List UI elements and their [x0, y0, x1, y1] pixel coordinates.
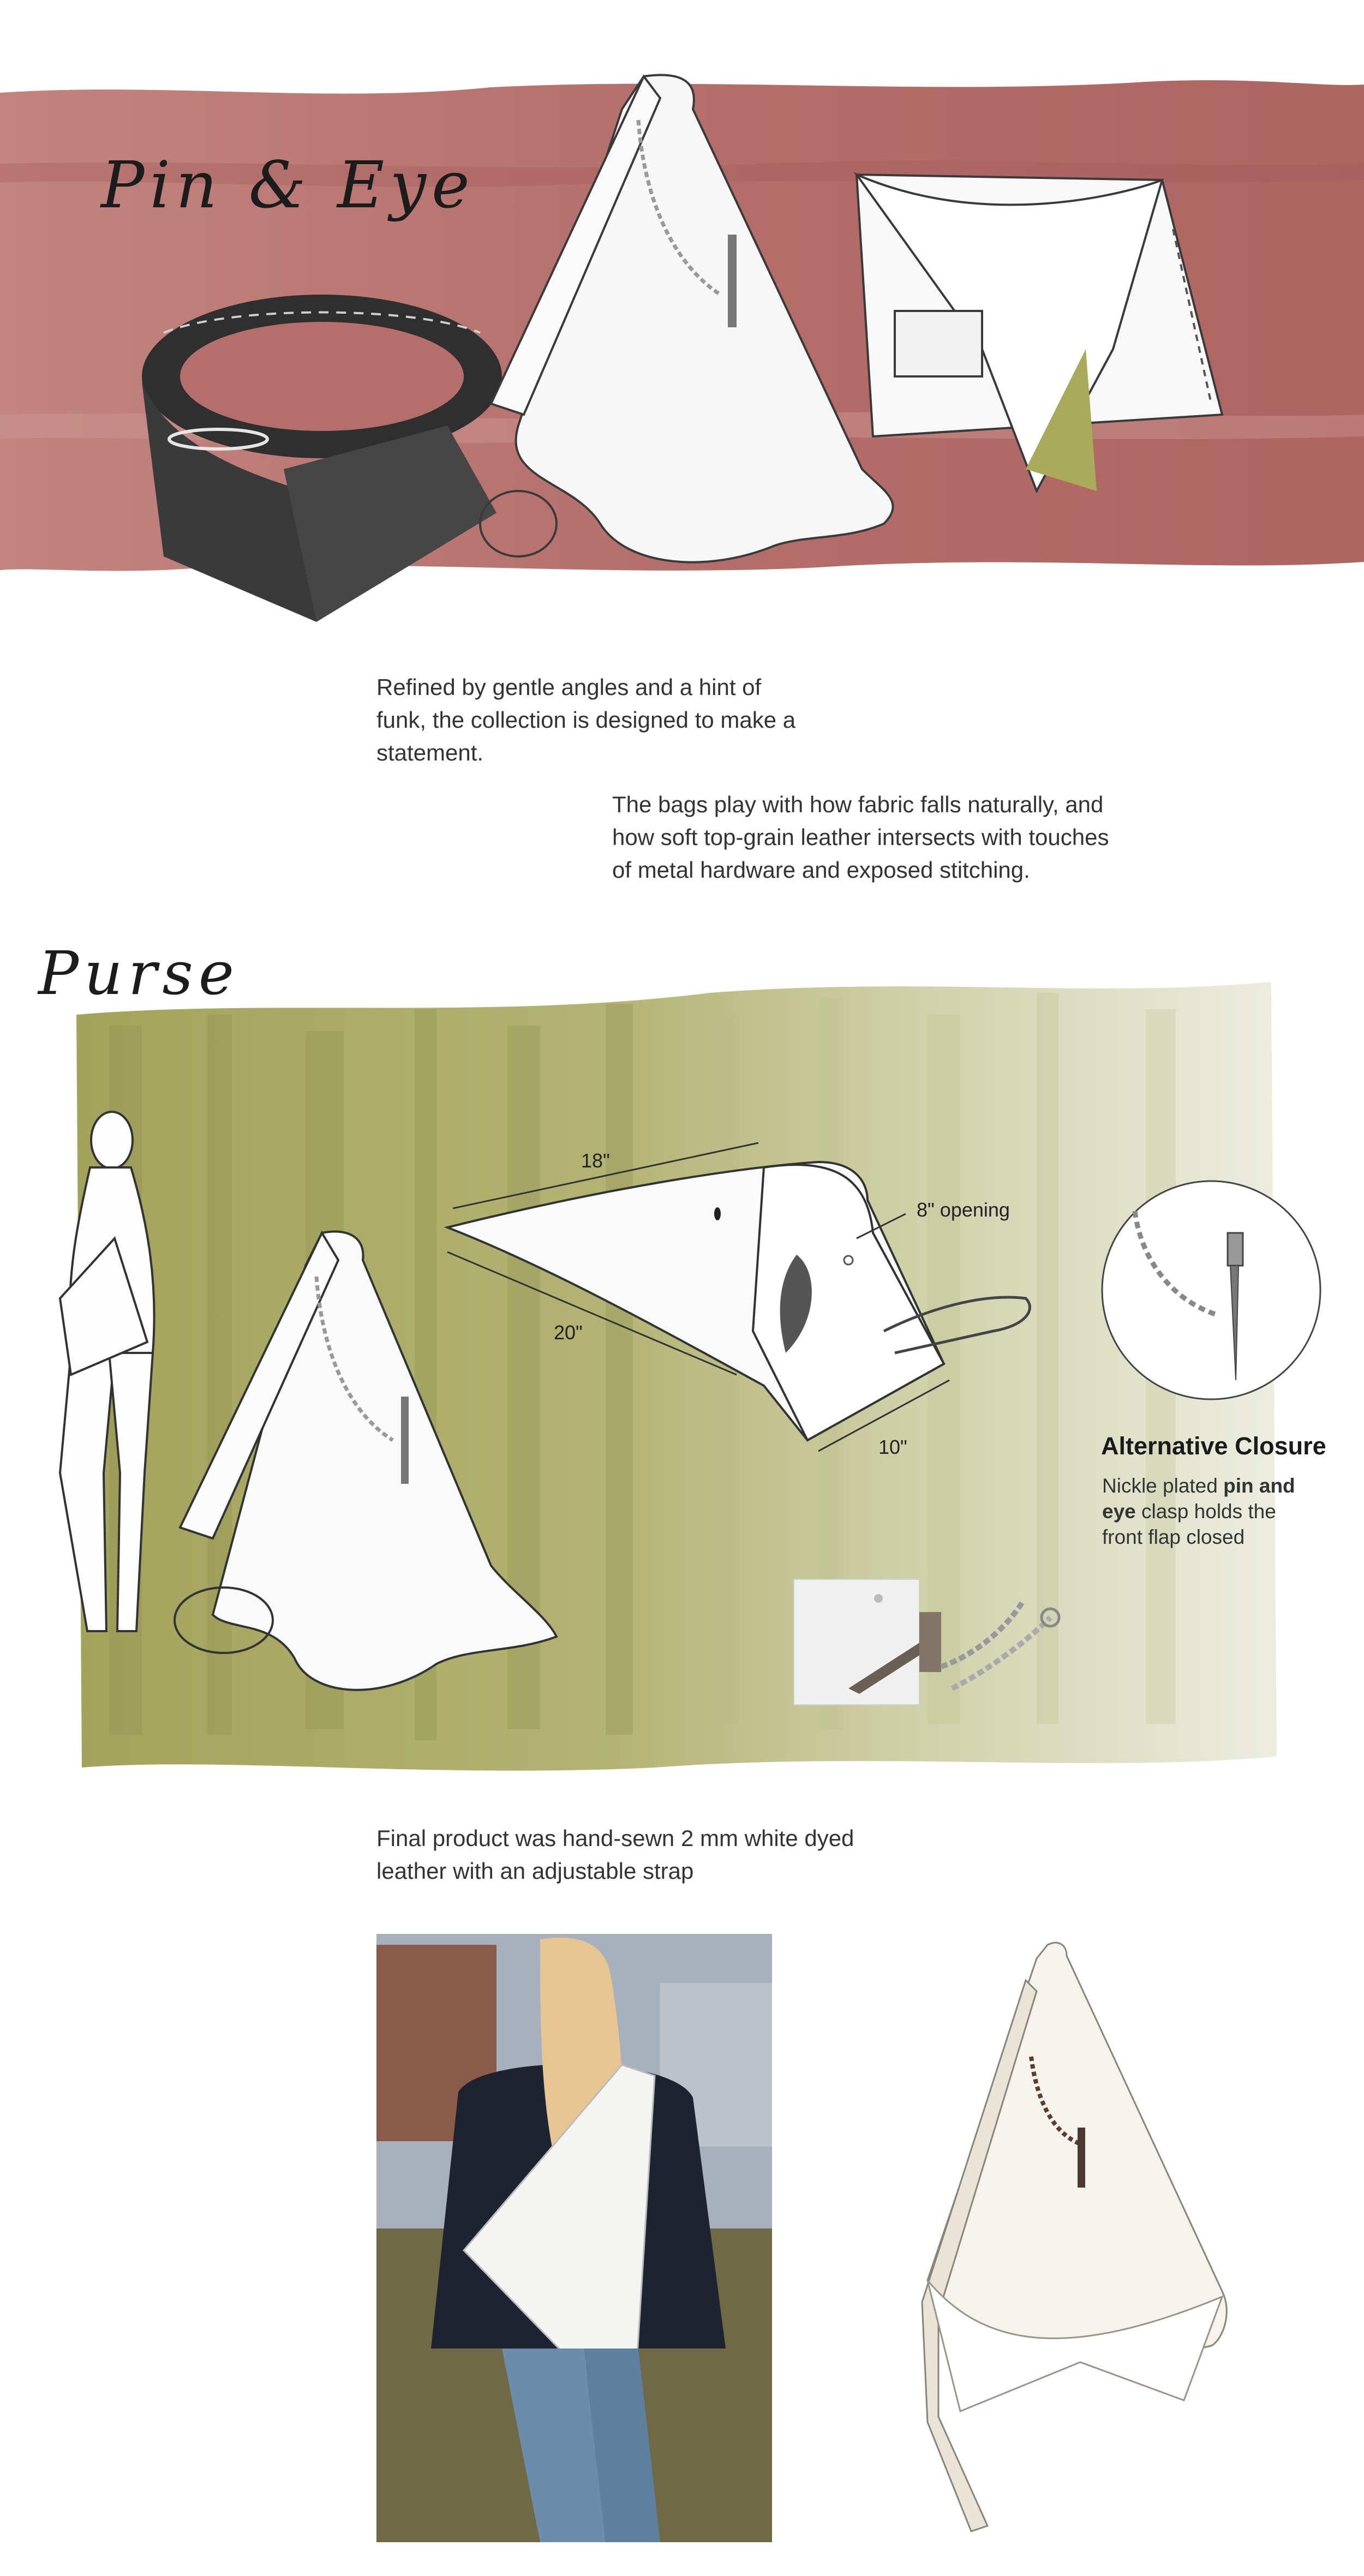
closure-text-prefix: Nickle plated — [1102, 1475, 1224, 1497]
closure-text-suffix: clasp holds the front flap closed — [1102, 1500, 1276, 1548]
purse-title: Purse — [38, 938, 240, 1008]
dimension-bottom-label: 20" — [554, 1321, 583, 1344]
intro-paragraph-1: Refined by gentle angles and a hint of funk, the collection is designed to make a statement. — [376, 674, 796, 765]
closure-heading: Alternative Closure — [1101, 1432, 1326, 1460]
dimension-opening-label: 8" opening — [917, 1199, 1010, 1221]
final-caption: Final product was hand-sewn 2 mm white dyed leather with an adjustable strap — [376, 1825, 854, 1884]
closure-text-bold: pin and eye — [1102, 1475, 1295, 1523]
intro-paragraph-2: The bags play with how fabric falls naturally, and how soft top-grain leather intersects with touches of metal hardware and exposed stitching. — [612, 792, 1109, 883]
dimension-top-label: 18" — [581, 1149, 610, 1172]
dimension-side-label: 10" — [878, 1436, 907, 1458]
pin-eye-title: Pin & Eye — [101, 147, 475, 223]
